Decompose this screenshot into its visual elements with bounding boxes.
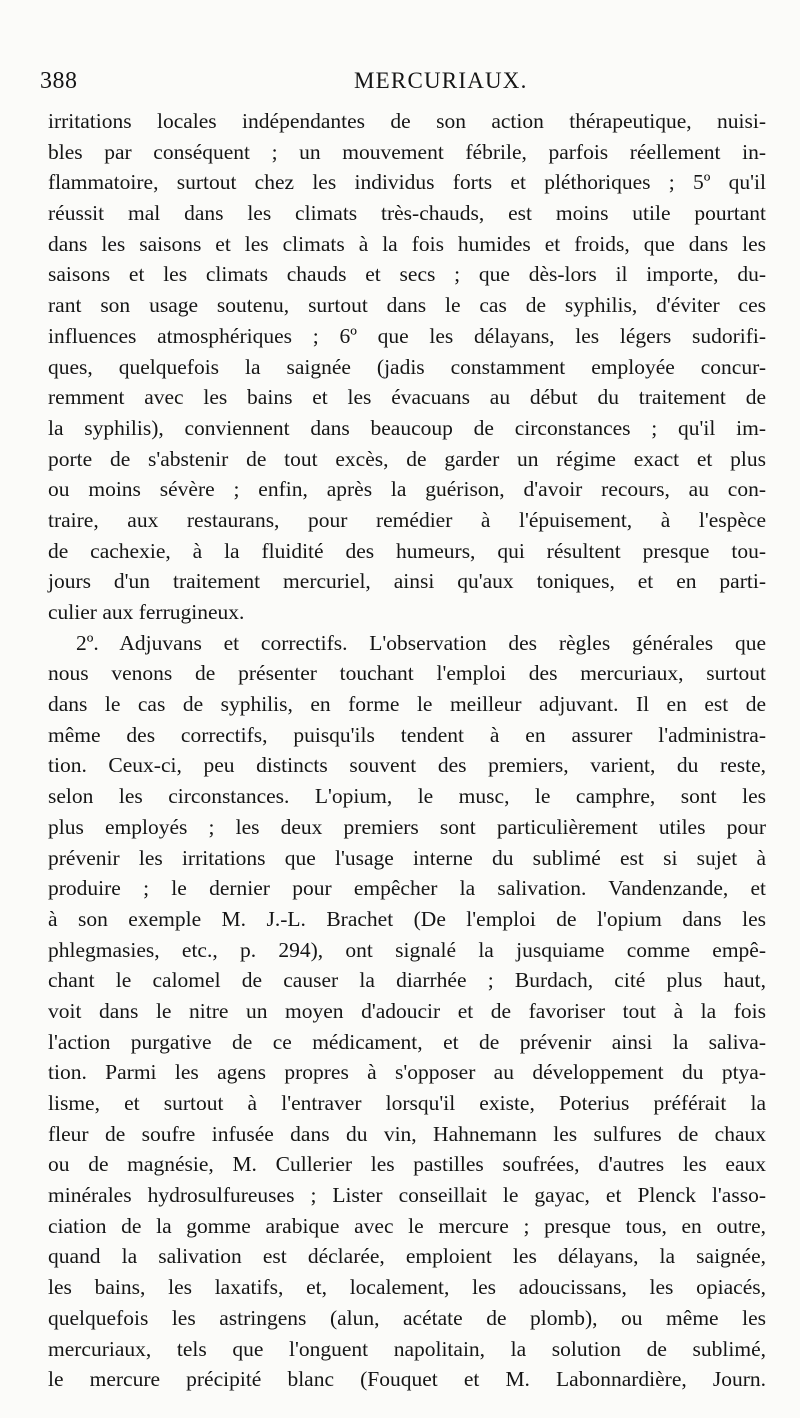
text-line: de cachexie, à la fluidité des humeurs, qui résultent presque tou- xyxy=(48,538,766,563)
section-start-line: 2º. Adjuvans et correctifs. L'observation des règles générales que xyxy=(76,630,766,655)
text-line: nous venons de présenter touchant l'emploi des mercuriaux, surtout xyxy=(48,661,766,686)
page-header xyxy=(40,68,762,102)
text-line: remment avec les bains et les évacuans au début du traitement de xyxy=(48,385,766,410)
text-line: phlegmasies, etc., p. 294), ont signalé la jusquiame comme empê- xyxy=(48,937,766,962)
text-line: minérales hydrosulfureuses ; Lister conseillait le gayac, et Plenck l'asso- xyxy=(48,1183,766,1208)
text-line: le mercure précipité blanc (Fouquet et M. Labonnardière, Journ. xyxy=(48,1367,766,1392)
text-line: fleur de soufre infusée dans du vin, Hahnemann les sulfures de chaux xyxy=(48,1121,766,1146)
text-line: porte de s'abstenir de tout excès, de garder un régime exact et plus xyxy=(48,446,766,471)
text-line: produire ; le dernier pour empêcher la salivation. Vandenzande, et xyxy=(48,876,766,901)
text-line: saisons et les climats chauds et secs ; que dès-lors il importe, du- xyxy=(48,262,766,287)
text-line: traire, aux restaurans, pour remédier à l'épuisement, à l'espèce xyxy=(48,507,766,532)
running-title: MERCURIAUX. xyxy=(354,68,528,93)
text-line: bles par conséquent ; un mouvement fébrile, parfois réellement in- xyxy=(48,139,766,164)
text-line: chant le calomel de causer la diarrhée ; Burdach, cité plus haut, xyxy=(48,968,766,993)
text-line: voit dans le nitre un moyen d'adoucir et de favoriser tout à la fois xyxy=(48,998,766,1023)
text-line: à son exemple M. J.-L. Brachet (De l'emploi de l'opium dans les xyxy=(48,906,766,931)
text-line: tion. Parmi les agens propres à s'opposer au développement du ptya- xyxy=(48,1060,766,1085)
text-line: prévenir les irritations que l'usage interne du sublimé est si sujet à xyxy=(48,845,766,870)
text-line: mercuriaux, tels que l'onguent napolitain, la solution de sublimé, xyxy=(48,1336,766,1361)
text-line: ou de magnésie, M. Cullerier les pastilles soufrées, d'autres les eaux xyxy=(48,1152,766,1177)
text-line: dans le cas de syphilis, en forme le meilleur adjuvant. Il en est de xyxy=(48,692,766,717)
text-line: la syphilis), conviennent dans beaucoup de circonstances ; qu'il im- xyxy=(48,415,766,440)
text-line: quand la salivation est déclarée, emploient les délayans, la saignée, xyxy=(48,1244,766,1269)
text-line: lisme, et surtout à l'entraver lorsqu'il existe, Poterius préférait la xyxy=(48,1091,766,1115)
text-line: jours d'un traitement mercuriel, ainsi qu'aux toniques, et en parti- xyxy=(48,569,766,594)
paragraph-end-line: culier aux ferrugineux. xyxy=(48,600,245,624)
text-line: ou moins sévère ; enfin, après la guérison, d'avoir recours, au con- xyxy=(48,477,766,502)
text-line: influences atmosphériques ; 6º que les délayans, les légers sudorifi- xyxy=(48,323,766,348)
text-line: plus employés ; les deux premiers sont particulièrement utiles pour xyxy=(48,814,766,839)
text-line: ques, quelquefois la saignée (jadis constamment employée concur- xyxy=(48,354,766,379)
text-line: même des correctifs, puisqu'ils tendent à en assurer l'administra- xyxy=(48,722,766,747)
page-number: 388 xyxy=(40,68,78,94)
text-line: flammatoire, surtout chez les individus forts et pléthoriques ; 5º qu'il xyxy=(48,170,766,195)
text-line: irritations locales indépendantes de son action thérapeutique, nuisi- xyxy=(48,109,766,133)
text-line: quelquefois les astringens (alun, acétate de plomb), ou même les xyxy=(48,1305,766,1330)
text-line: ciation de la gomme arabique avec le mercure ; presque tous, en outre, xyxy=(48,1213,766,1238)
text-line: selon les circonstances. L'opium, le musc, le camphre, sont les xyxy=(48,784,766,809)
text-line: les bains, les laxatifs, et, localement, les adoucissans, les opiacés, xyxy=(48,1275,766,1300)
body-text xyxy=(48,106,766,1395)
text-line: tion. Ceux-ci, peu distincts souvent des premiers, varient, du reste, xyxy=(48,753,766,778)
text-line: l'action purgative de ce médicament, et de prévenir ainsi la saliva- xyxy=(48,1029,766,1054)
text-line: dans les saisons et les climats à la fois humides et froids, que dans les xyxy=(48,231,766,256)
text-line: rant son usage soutenu, surtout dans le cas de syphilis, d'éviter ces xyxy=(48,293,766,318)
text-line: réussit mal dans les climats très-chauds, est moins utile pourtant xyxy=(48,201,766,226)
